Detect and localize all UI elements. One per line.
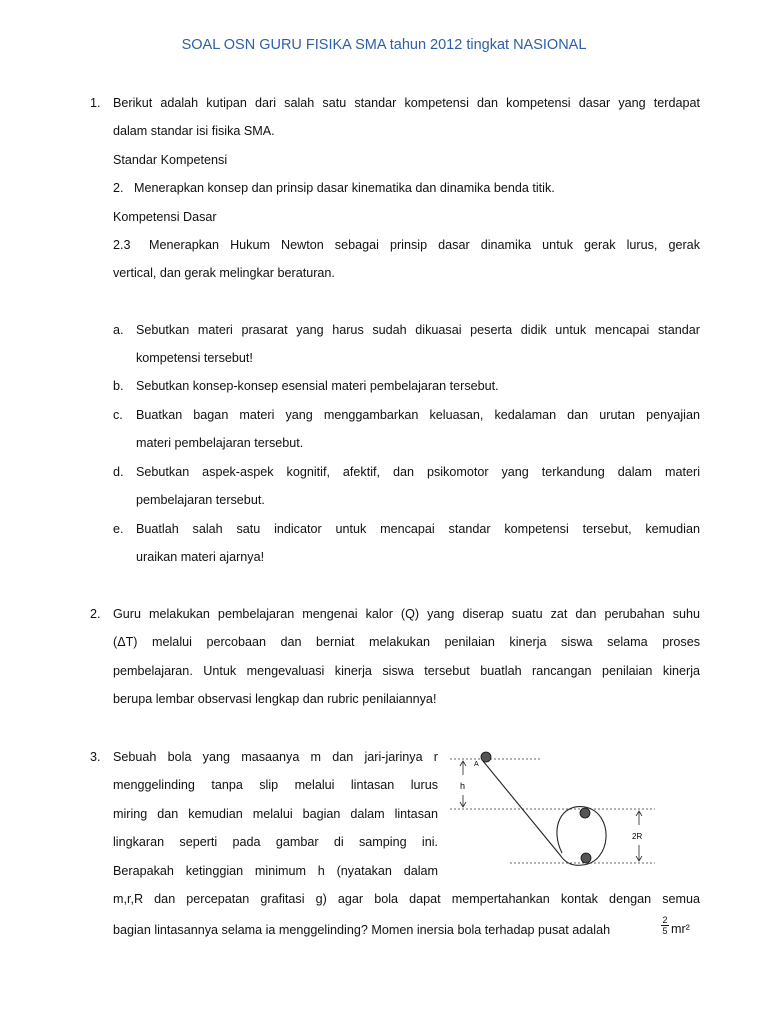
page-title: SOAL OSN GURU FISIKA SMA tahun 2012 tingkat NASIONAL (181, 37, 587, 53)
figure-label-h: h (460, 781, 466, 791)
sub-item-letter: b. (113, 379, 124, 393)
standar-kompetensi-item: Menerapkan konsep dan prinsip dasar kinematika dan dinamika benda titik. (134, 181, 555, 195)
figure-label-2r: 2R (632, 832, 643, 841)
fraction-numerator: 2 (662, 915, 668, 925)
loop-track-figure (450, 745, 670, 875)
kompetensi-dasar-item: Menerapkan Hukum Newton sebagai prinsip dasar dinamika untuk gerak lurus, gerak (149, 238, 700, 252)
question-3-line: lingkaran seperti pada gambar di samping ini. (113, 835, 438, 849)
sub-item-line: Sebutkan aspek-aspek kognitif, afektif, dan psikomotor yang terkandung dalam materi (136, 465, 700, 479)
standar-kompetensi-item-number: 2. (113, 181, 124, 195)
sub-item-letter: a. (113, 323, 124, 337)
question-3-line: miring dan kemudian melalui bagian dalam lintasan (113, 807, 438, 821)
kompetensi-dasar-item-number: 2.3 (113, 238, 131, 252)
kompetensi-dasar-label: Kompetensi Dasar (113, 210, 217, 224)
standar-kompetensi-label: Standar Kompetensi (113, 153, 228, 167)
sub-item-line: materi pembelajaran tersebut. (136, 436, 304, 450)
inertia-expression: mr² (671, 922, 690, 936)
question-3-line: Sebuah bola yang masaanya m dan jari-jarinya r (113, 750, 438, 764)
question-2-line: Guru melakukan pembelajaran mengenai kalor (Q) yang diserap suatu zat dan perubahan suhu (113, 607, 700, 621)
sub-item-letter: e. (113, 522, 124, 536)
sub-item-letter: d. (113, 465, 124, 479)
sub-item-line: uraikan materi ajarnya! (136, 550, 265, 564)
kompetensi-dasar-item: vertical, dan gerak melingkar beraturan. (113, 266, 335, 280)
question-3-line: bagian lintasannya selama ia menggelinding? Momen inersia bola terhadap pusat adalah (113, 923, 611, 937)
sub-item-line: Sebutkan materi prasarat yang harus sudah dikuasai peserta didik untuk mencapai standar (136, 323, 700, 337)
question-3-line: Berapakah ketinggian minimum h (nyatakan dalam (113, 864, 438, 878)
question-3-line: menggelinding tanpa slip melalui lintasan lurus (113, 778, 438, 792)
question-1-number: 1. (90, 96, 101, 110)
sub-item-line: Buatkan bagan materi yang menggambarkan keluasan, kedalaman dan urutan penyajian (136, 408, 700, 422)
sub-item-line: Sebutkan konsep-konsep esensial materi pembelajaran tersebut. (136, 379, 499, 393)
sub-item-line: pembelajaran tersebut. (136, 493, 265, 507)
question-2-line: (ΔT) melalui percobaan dan berniat melakukan penilaian kinerja siswa selama proses (113, 635, 700, 649)
question-2-line: pembelajaran. Untuk mengevaluasi kinerja siswa tersebut buatlah rancangan penilaian kinerja (113, 664, 700, 678)
question-3-line: m,r,R dan percepatan grafitasi g) agar bola dapat mempertahankan kontak dengan semua (113, 892, 700, 906)
question-2-line: berupa lembar observasi lengkap dan rubric penilaiannya! (113, 692, 437, 706)
sub-item-line: Buatlah salah satu indicator untuk mencapai standar kompetensi tersebut, kemudian (136, 522, 700, 536)
question-2-number: 2. (90, 607, 101, 621)
question-1-line: dalam standar isi fisika SMA. (113, 124, 275, 138)
sub-item-line: kompetensi tersebut! (136, 351, 253, 365)
question-1-line: Berikut adalah kutipan dari salah satu standar kompetensi dan kompetensi dasar yang terdapat (113, 96, 700, 110)
figure-label-a: A (474, 761, 479, 768)
fraction-denominator: 5 (662, 926, 668, 936)
question-3-number: 3. (90, 750, 101, 764)
sub-item-letter: c. (113, 408, 123, 422)
